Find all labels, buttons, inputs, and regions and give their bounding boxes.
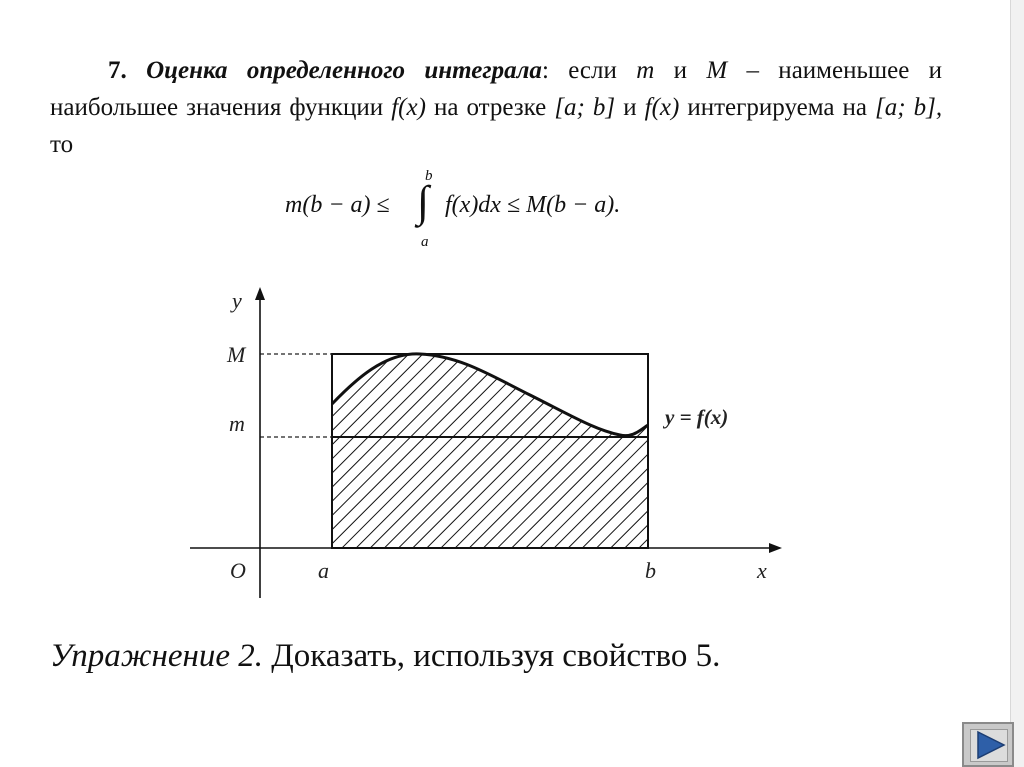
curve-label: y = f(x) — [665, 405, 729, 429]
hatched-area-under-curve — [332, 340, 648, 550]
formula-rhs: f(x)dx ≤ M(b − a). — [445, 192, 621, 218]
integral-estimate-graph — [185, 280, 805, 610]
b-label: b — [645, 558, 656, 583]
formula-lhs: m(b − a) ≤ — [285, 192, 390, 218]
integral-lower-limit: a — [421, 234, 429, 250]
x-axis-arrow-icon — [769, 543, 782, 553]
exercise-text — [50, 638, 720, 675]
exercise-prefix: Упражнение 2. — [50, 638, 264, 674]
property-paragraph: 7. Оценка определенного интеграла: если m и M – наименьшее и наибольшее значения функции f(x) на отрезке [a; b] и f(x) интегрируема на [a; b], то — [50, 57, 943, 158]
y-axis-arrow-icon — [255, 287, 265, 300]
M-label: M — [227, 342, 246, 367]
a-label: a — [318, 558, 329, 583]
next-slide-button[interactable] — [962, 722, 1014, 767]
property-title: Оценка определенного интеграла — [146, 57, 542, 84]
x-axis-label: x — [757, 558, 767, 583]
integral-estimate-formula — [285, 168, 705, 258]
integral-upper-limit: b — [425, 168, 433, 184]
m-label: m — [229, 411, 245, 436]
y-axis-label: y — [232, 288, 242, 313]
property-number: 7. — [108, 57, 127, 84]
origin-label: O — [230, 558, 246, 583]
integral-sign: ∫ — [417, 177, 430, 226]
exercise-body: Доказать, используя свойство 5. — [263, 638, 721, 674]
play-triangle-icon — [972, 728, 1008, 762]
